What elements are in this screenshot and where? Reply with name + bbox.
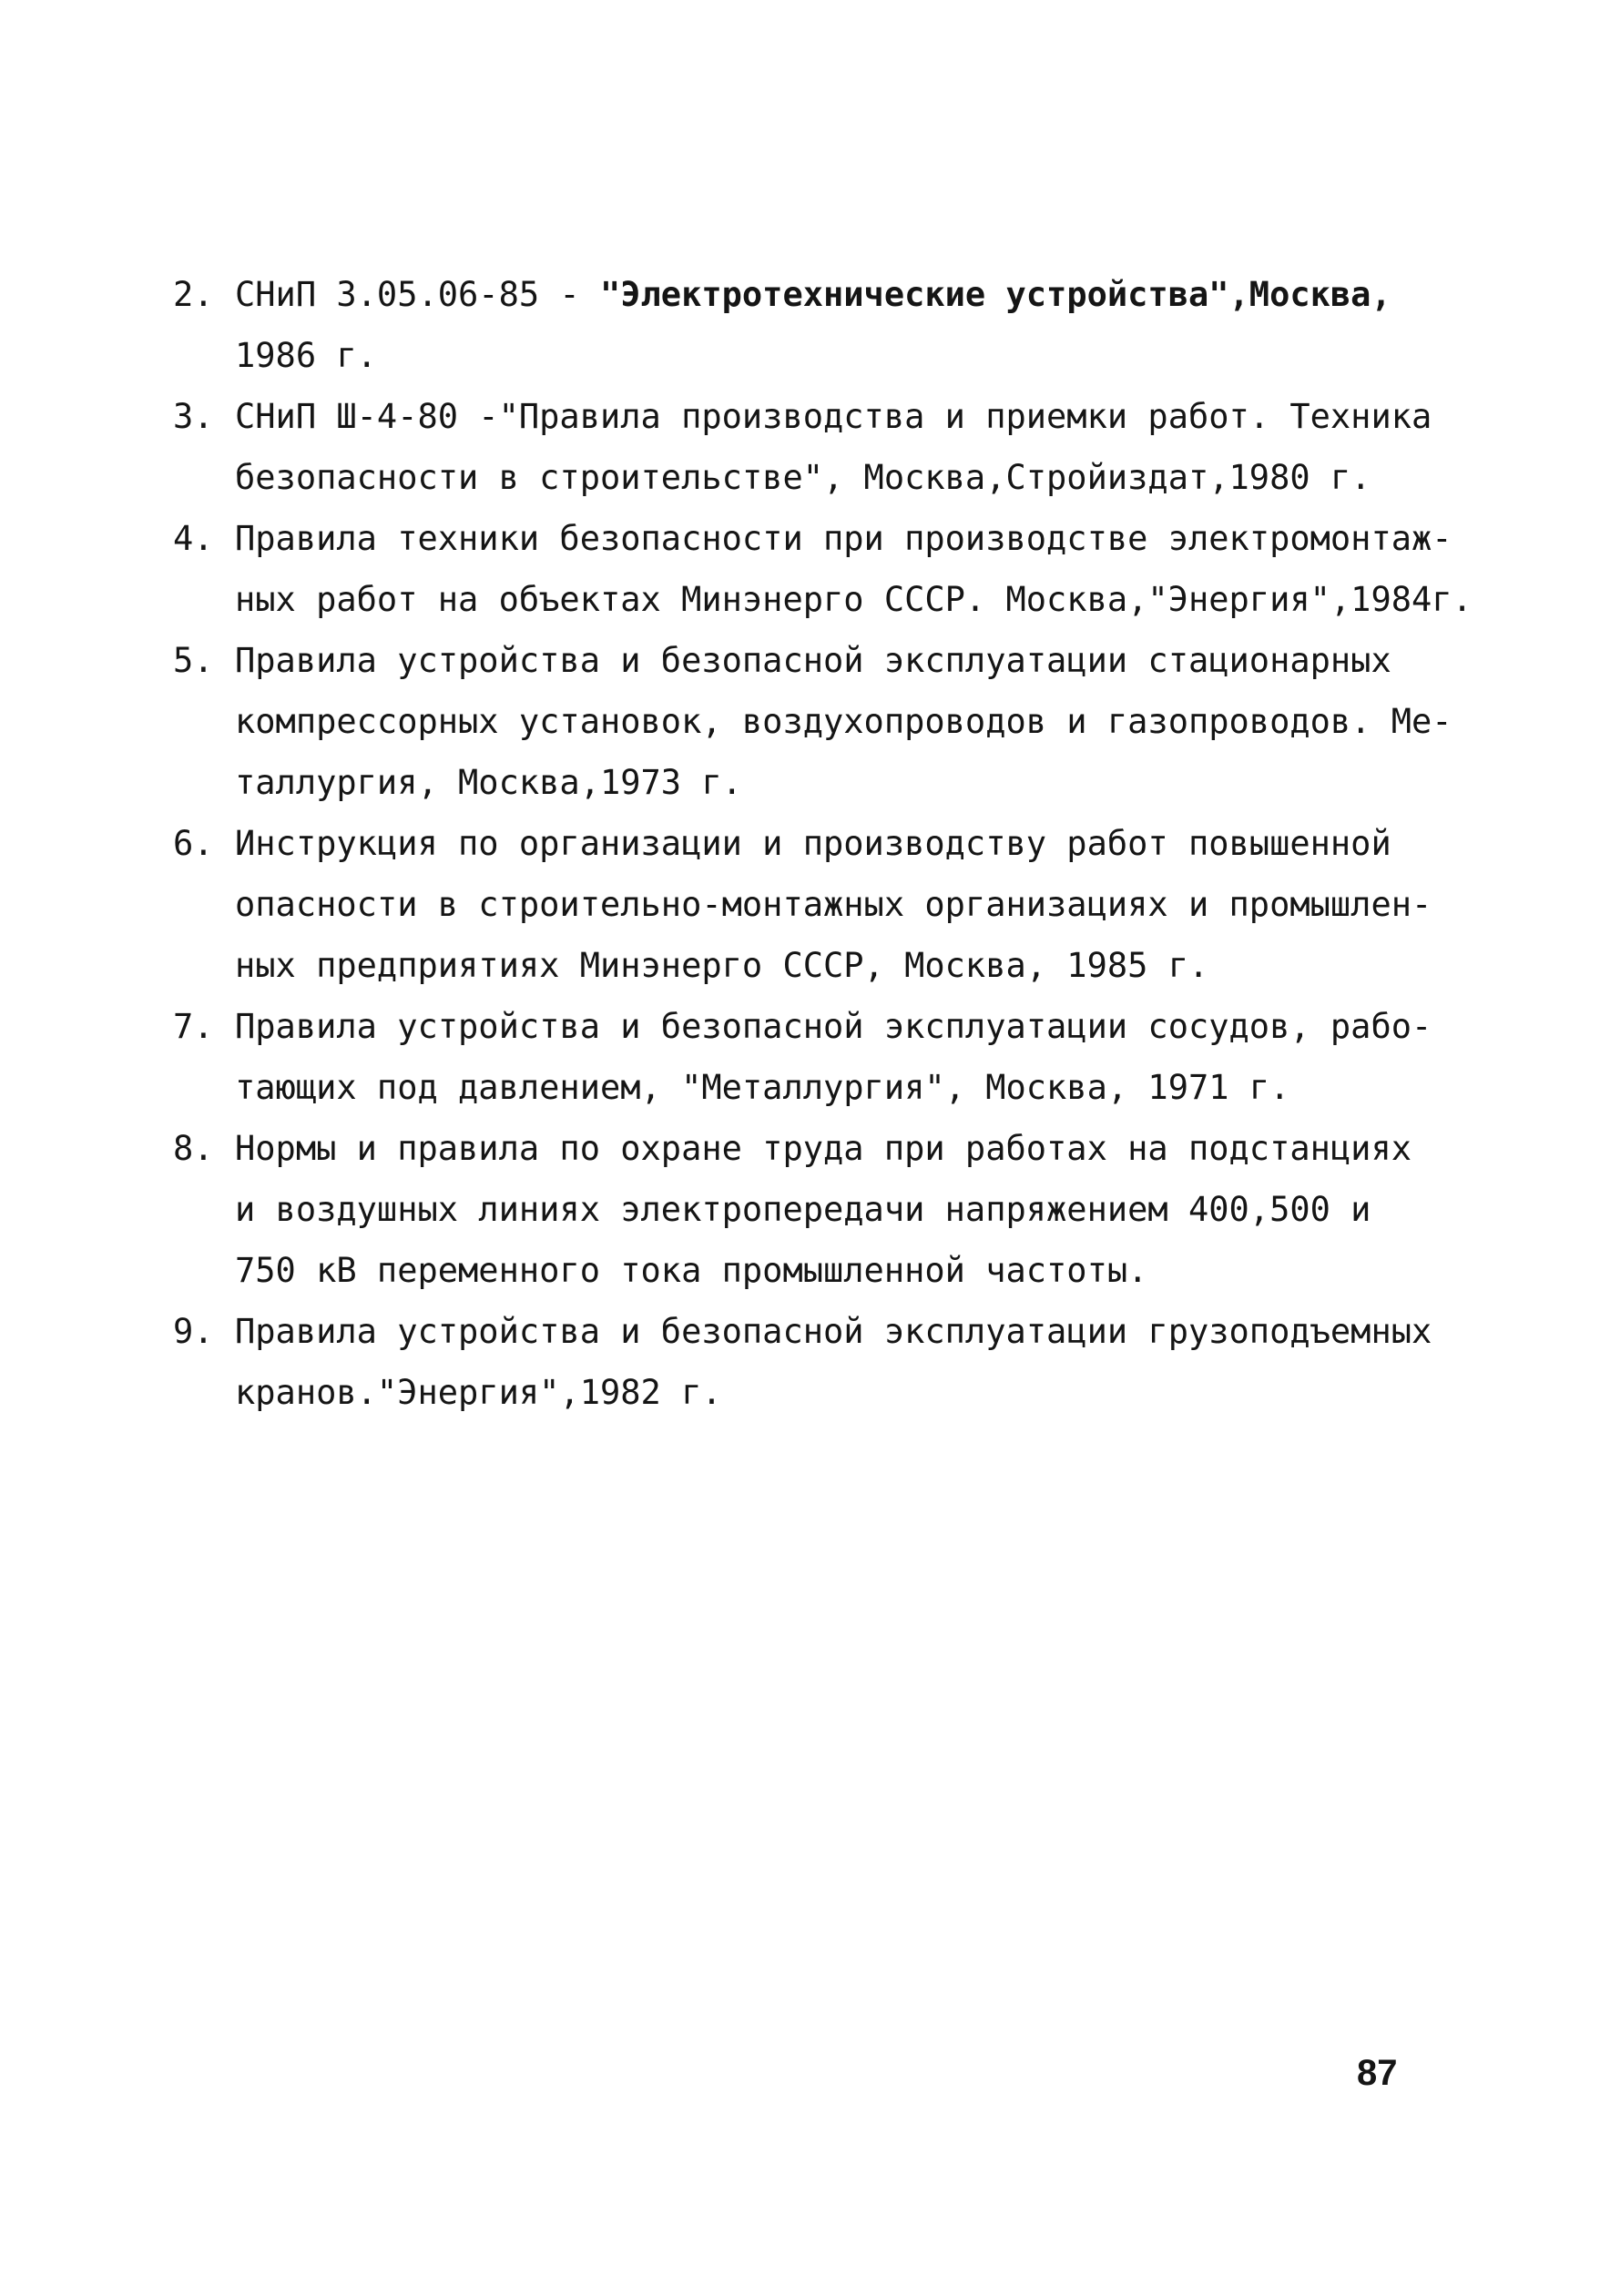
item-line: 750 кВ переменного тока промышленной частоты. [235, 1251, 1148, 1290]
item-number: 5. [173, 641, 214, 680]
list-item [173, 1301, 1448, 1423]
item-line: ных предприятиях Минэнерго СССР, Москва, 1985 г. [235, 946, 1209, 985]
item-line: ных работ на объектах Минэнерго СССР. Москва,"Энергия",1984г. [235, 580, 1473, 619]
item-number: 2. [173, 275, 214, 314]
item-number: 7. [173, 1007, 214, 1046]
item-line: Правила техники безопасности при производстве электромонтаж- [235, 519, 1452, 558]
page-number: 87 [1357, 2053, 1398, 2093]
item-line: и воздушных линиях электропередачи напряжением 400,500 и [235, 1190, 1371, 1229]
item-text-bold: "Электротехнические устройства",Москва, [599, 275, 1391, 314]
item-line: тающих под давлением, "Металлургия", Москва, 1971 г. [235, 1068, 1290, 1107]
list-item [173, 813, 1448, 996]
item-line: опасности в строительно-монтажных организациях и промышлен- [235, 885, 1432, 924]
item-line: Инструкция по организации и производству работ повышенной [235, 824, 1391, 863]
item-number: 3. [173, 397, 214, 436]
item-line: Нормы и правила по охране труда при работах на подстанциях [235, 1129, 1412, 1168]
reference-list [173, 264, 1473, 1423]
list-item [173, 508, 1473, 630]
item-number: 8. [173, 1129, 214, 1168]
list-item [173, 264, 1448, 386]
item-line: кранов."Энергия",1982 г. [235, 1373, 722, 1412]
list-item [173, 996, 1448, 1118]
item-line: СНиП Ш-4-80 -"Правила производства и приемки работ. Техника [235, 397, 1432, 436]
item-line: Правила устройства и безопасной эксплуатации сосудов, рабо- [235, 1007, 1432, 1046]
item-line: Правила устройства и безопасной эксплуатации стационарных [235, 641, 1391, 680]
item-line: безопасности в строительстве", Москва,Стройиздат,1980 г. [235, 458, 1371, 497]
item-number: 9. [173, 1312, 214, 1351]
list-item [173, 630, 1452, 813]
item-number: 4. [173, 519, 214, 558]
item-text: СНиП 3.05.06-85 - [235, 275, 600, 314]
item-line [235, 264, 1448, 325]
list-item [173, 386, 1448, 508]
item-line: Правила устройства и безопасной эксплуатации грузоподъемных [235, 1312, 1432, 1351]
list-item [173, 1118, 1448, 1301]
item-number: 6. [173, 824, 214, 863]
item-line: 1986 г. [235, 336, 377, 375]
item-line: компрессорных установок, воздухопроводов и газопроводов. Ме- [235, 702, 1452, 741]
item-line: таллургия, Москва,1973 г. [235, 763, 742, 802]
